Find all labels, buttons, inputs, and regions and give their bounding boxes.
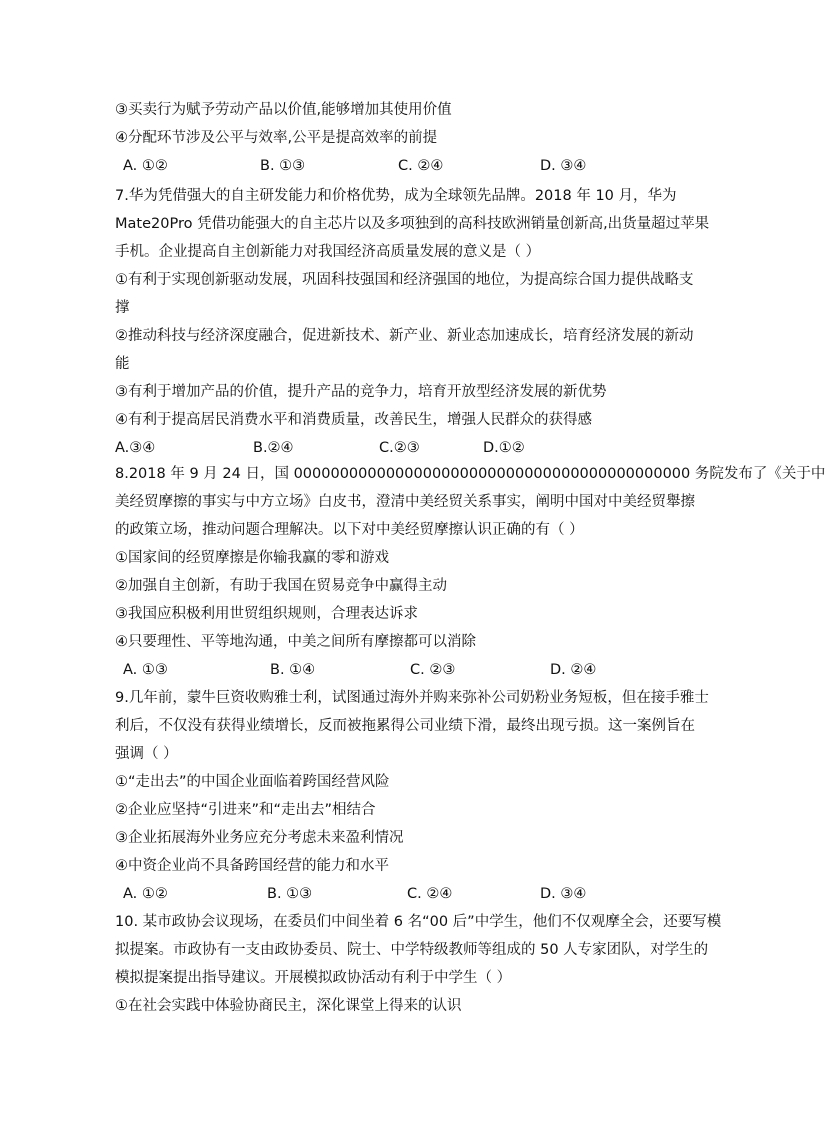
- prev-option-a: A. ①②: [123, 158, 168, 174]
- q8-item-2: ②加强自主创新，有助于我国在贸易竞争中赢得主动: [115, 578, 447, 594]
- q9-option-b: B. ①③: [267, 886, 313, 902]
- q9-stem-line-3: 强调（ ）: [115, 746, 178, 762]
- q8-option-c: C. ②③: [410, 662, 456, 678]
- q7-item-1-cont: 撑: [115, 300, 130, 316]
- prev-option-c: C. ②④: [398, 158, 444, 174]
- q10-stem-line-3: 模拟提案提出指导建议。开展模拟政协活动有利于中学生（ ）: [115, 970, 512, 986]
- q7-item-2-cont: 能: [115, 356, 130, 372]
- q7-stem-line-1: 7.华为凭借强大的自主研发能力和价格优势，成为全球领先品牌。2018 年 10 月，华为: [115, 188, 677, 204]
- q8-stem-line-2: 美经贸摩擦的事实与中方立场》白皮书，澄清中美经贸关系事实，阐明中国对中美经贸舉擦: [115, 494, 695, 510]
- q7-options: [115, 438, 685, 458]
- q10-stem-line-2: 拟提案。市政协有一支由政协委员、院士、中学特级教师等组成的 50 人专家团队，对学生的: [115, 942, 709, 958]
- q9-item-3: ③企业拓展海外业务应充分考虑未来盈利情况: [115, 830, 404, 846]
- q10-item-1: ①在社会实践中体验协商民主，深化课堂上得来的认识: [115, 998, 462, 1014]
- q9-options: [115, 884, 685, 904]
- q9-option-d: D. ③④: [540, 886, 587, 902]
- prev-item-4: ④分配环节涉及公平与效率,公平是提高效率的前提: [115, 130, 438, 146]
- q8-option-a: A. ①③: [123, 662, 168, 678]
- q7-item-3: ③有利于增加产品的价值，提升产品的竞争力，培育开放型经济发展的新优势: [115, 384, 607, 400]
- q7-stem-line-3: 手机。企业提高自主创新能力对我国经济高质量发展的意义是（ ）: [115, 244, 541, 260]
- prev-item-3: ③买卖行为赋予劳动产品以价值,能够增加其使用价值: [115, 102, 452, 118]
- q9-item-1: ①“走出去”的中国企业面临着跨国经营风险: [115, 774, 390, 790]
- q9-option-a: A. ①②: [123, 886, 168, 902]
- q9-stem-line-2: 利后，不仅没有获得业绩增长，反而被拖累得公司业绩下滑，最终出现亏损。这一案例旨在: [115, 718, 695, 734]
- q8-item-4: ④只要理性、平等地沟通，中美之间所有摩擦都可以消除: [115, 634, 476, 650]
- q7-option-b: B.②④: [253, 440, 294, 456]
- q8-item-1: ①国家间的经贸摩擦是你输我赢的零和游戏: [115, 550, 389, 566]
- prev-option-d: D. ③④: [540, 158, 587, 174]
- q9-item-2: ②企业应坚持“引进来”和“走出去”相结合: [115, 802, 376, 818]
- q8-stem-line-3: 的政策立场，推动问题合理解决。以下对中美经贸摩擦认识正确的有（ ）: [115, 522, 584, 538]
- q7-stem-line-2: Mate20Pro 凭借功能强大的自主芯片以及多项独到的高科技欧洲销量创新高,出货量超过苹果: [115, 216, 710, 232]
- q7-option-a: A.③④: [115, 440, 156, 456]
- q8-item-3: ③我国应积极利用世贸组织规则，合理表达诉求: [115, 606, 418, 622]
- q9-stem-line-1: 9.几年前，蒙牛巨资收购雅士利，试图通过海外并购来弥补公司奶粉业务短板，但在接手雅士: [115, 690, 709, 706]
- q9-option-c: C. ②④: [407, 886, 453, 902]
- q8-stem-line-1: 8.2018 年 9 月 24 日，国 0000000000000000000000000000000000000000000 务院发布了《关于中: [115, 466, 825, 482]
- q8-options: [115, 660, 685, 680]
- q7-item-2: ②推动科技与经济深度融合，促进新技术、新产业、新业态加速成长，培育经济发展的新动: [115, 328, 694, 344]
- q8-option-d: D. ②④: [550, 662, 597, 678]
- q7-option-d: D.①②: [483, 440, 525, 456]
- prev-options: [115, 156, 685, 176]
- q8-option-b: B. ①④: [270, 662, 316, 678]
- q7-option-c: C.②③: [379, 440, 420, 456]
- prev-option-b: B. ①③: [260, 158, 306, 174]
- q7-item-4: ④有利于提高居民消费水平和消费质量，改善民生，增强人民群众的获得感: [115, 412, 592, 428]
- q10-stem-line-1: 10. 某市政协会议现场，在委员们中间坐着 6 名“00 后”中学生，他们不仅观摩全会，还要写模: [115, 914, 722, 930]
- q7-item-1: ①有利于实现创新驱动发展，巩固科技强国和经济强国的地位，为提高综合国力提供战略支: [115, 272, 694, 288]
- q9-item-4: ④中资企业尚不具备跨国经营的能力和水平: [115, 858, 389, 874]
